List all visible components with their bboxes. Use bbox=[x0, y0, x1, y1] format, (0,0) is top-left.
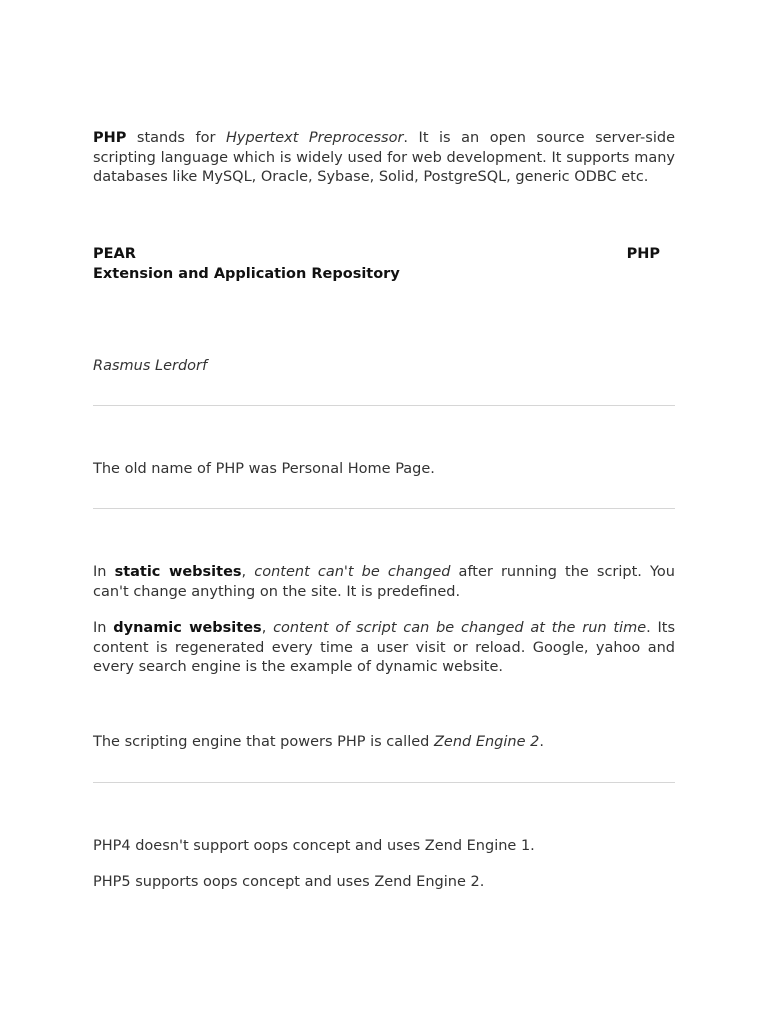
php4-paragraph: PHP4 doesn't support oops concept and uses Zend Engine 1. bbox=[93, 838, 535, 854]
creator-name bbox=[93, 357, 675, 377]
dynamic-websites-paragraph bbox=[93, 619, 675, 678]
static-websites-term: static websites bbox=[114, 564, 242, 580]
dynamic-websites-term: dynamic websites bbox=[113, 620, 262, 636]
engine-name: Zend Engine 2 bbox=[433, 734, 540, 750]
static-websites-paragraph bbox=[93, 563, 675, 602]
pear-php-word: PHP bbox=[626, 246, 660, 262]
pear-heading bbox=[93, 245, 675, 284]
divider bbox=[93, 405, 675, 406]
php5-paragraph: PHP5 supports oops concept and uses Zend Engine 2. bbox=[93, 874, 485, 890]
php-term: PHP bbox=[93, 130, 127, 146]
dynamic-phrase: content of script can be changed at the run time bbox=[273, 620, 647, 636]
dynamic-prefix: In bbox=[93, 620, 114, 636]
dynamic-rest: . Its content is regenerated every time a user visit or reload. Google, yahoo and every search engine is the example of dynamic website. bbox=[93, 620, 676, 675]
php-expansion: Hypertext Preprocessor bbox=[225, 130, 404, 146]
creator-name-text: Rasmus Lerdorf bbox=[93, 358, 208, 374]
engine-prefix: The scripting engine that powers PHP is called bbox=[93, 734, 434, 750]
engine-suffix: . bbox=[539, 734, 544, 750]
intro-rest-text: . It is an open source server-side scripting language which is widely used for web development. It supports many databases like MySQL, Oracle, Sybase, Solid, PostgreSQL, generic ODBC etc. bbox=[93, 130, 675, 185]
static-comma: , bbox=[241, 564, 255, 580]
pear-word: PEAR bbox=[93, 246, 136, 262]
stands-for-text: stands for bbox=[126, 130, 226, 146]
static-phrase: content can't be changed bbox=[254, 564, 451, 580]
dynamic-comma: , bbox=[261, 620, 274, 636]
pear-line-2: Extension and Application Repository bbox=[93, 265, 400, 282]
divider bbox=[93, 782, 675, 783]
static-prefix: In bbox=[93, 564, 115, 580]
static-rest: after running the script. You can't change anything on the site. It is predefined. bbox=[93, 564, 675, 600]
intro-paragraph bbox=[93, 129, 675, 188]
engine-paragraph bbox=[93, 733, 675, 753]
pear-line-1 bbox=[93, 245, 675, 265]
divider bbox=[93, 508, 675, 509]
old-name-paragraph: The old name of PHP was Personal Home Page. bbox=[93, 461, 435, 477]
